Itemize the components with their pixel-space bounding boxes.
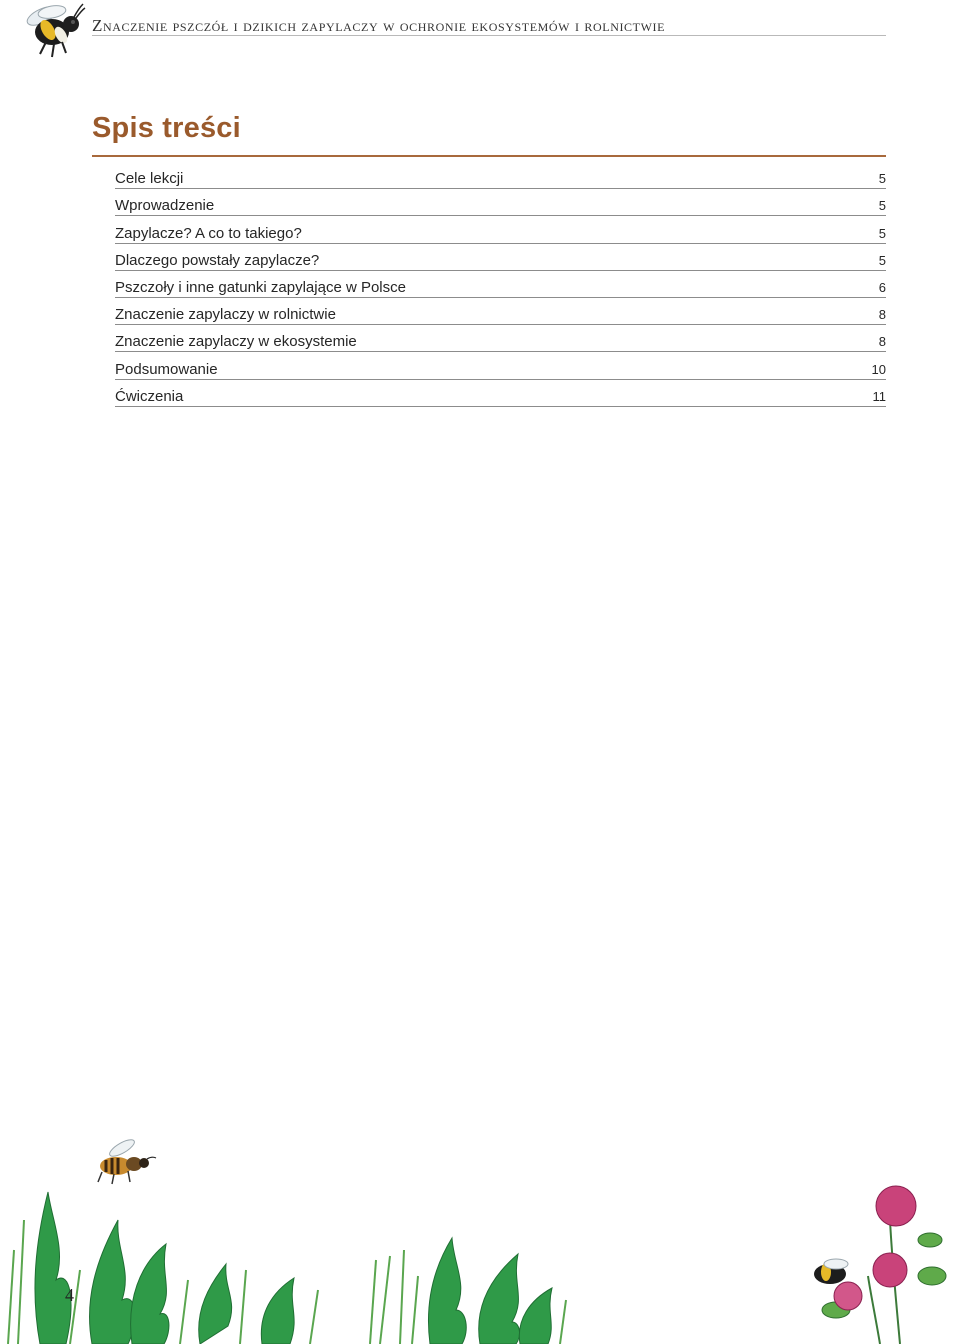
toc-entry-page: 5 [878, 225, 886, 241]
toc-entry[interactable] [115, 380, 886, 407]
toc-entry-label: Znaczenie zapylaczy w ekosystemie [115, 333, 357, 351]
page-number: 4 [65, 1285, 74, 1305]
toc-entry-label: Cele lekcji [115, 170, 184, 188]
toc-entry-label: Podsumowanie [115, 360, 218, 378]
toc-entry-page: 11 [872, 388, 886, 404]
toc-entry[interactable] [115, 162, 886, 189]
toc-entry-page: 8 [878, 334, 886, 350]
toc-entry-page: 5 [878, 198, 886, 214]
meadow-illustration [0, 1180, 960, 1344]
toc-entry[interactable] [115, 189, 886, 216]
toc-entry-page: 6 [878, 279, 886, 295]
toc-entry[interactable] [115, 352, 886, 379]
toc-title: Spis treści [92, 112, 241, 144]
toc-entry[interactable] [115, 271, 886, 298]
toc-entry-page: 10 [871, 361, 886, 377]
toc-list [115, 162, 886, 407]
toc-entry[interactable] [115, 325, 886, 352]
running-header: Znaczenie pszczół i dzikich zapylaczy w ochronie ekosystemów i rolnictwie [92, 16, 666, 35]
toc-entry[interactable] [115, 244, 886, 271]
toc-entry-page: 8 [878, 307, 886, 323]
toc-entry-label: Zapylacze? A co to takiego? [115, 224, 302, 242]
toc-entry-label: Pszczoły i inne gatunki zapylające w Polsce [115, 278, 406, 296]
toc-entry-page: 5 [878, 171, 886, 187]
toc-entry-label: Znaczenie zapylaczy w rolnictwie [115, 306, 336, 324]
toc-entry-label: Wprowadzenie [115, 197, 215, 215]
bumblebee-icon [22, 0, 88, 60]
header-divider [92, 35, 886, 36]
toc-entry-label: Dlaczego powstały zapylacze? [115, 251, 320, 269]
toc-entry[interactable] [115, 298, 886, 325]
toc-title-divider [92, 155, 886, 157]
toc-entry-page: 5 [878, 252, 886, 268]
toc-entry-label: Ćwiczenia [115, 387, 184, 405]
toc-entry[interactable] [115, 216, 886, 243]
